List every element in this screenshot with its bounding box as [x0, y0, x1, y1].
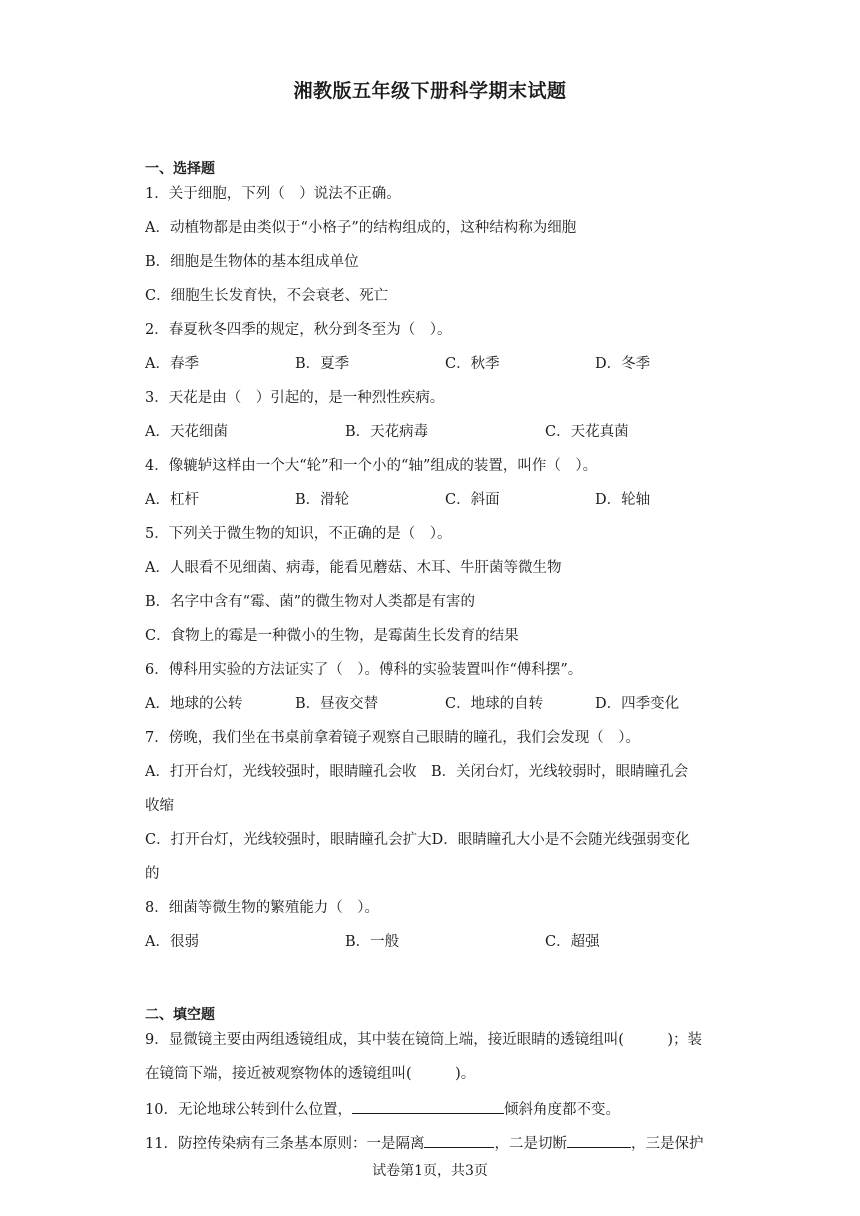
question-8-option-a: A．很弱	[145, 934, 199, 950]
question-5-option-a: A．人眼看不见细菌、病毒，能看见蘑菇、木耳、牛肝菌等微生物	[145, 560, 562, 576]
question-7-options-line-2: 收缩	[145, 798, 174, 814]
question-4-option-c: C．斜面	[445, 492, 500, 508]
page-footer: 试卷第1页，共3页	[372, 1163, 488, 1179]
question-11-text-1: 11．防控传染病有三条基本原则：一是隔离	[145, 1136, 425, 1152]
question-2-option-b: B．夏季	[295, 356, 350, 372]
question-11-text-3: ，三是保护	[630, 1136, 704, 1152]
question-4-stem: 4．像辘轳这样由一个大“轮”和一个小的“轴”组成的装置，叫作（ ）。	[145, 458, 598, 474]
question-10-text-before: 10．无论地球公转到什么位置，	[145, 1102, 352, 1118]
question-8-option-c: C．超强	[545, 934, 600, 950]
question-7-options-line-3: C．打开台灯，光线较强时，眼睛瞳孔会扩大D．眼睛瞳孔大小是不会随光线强弱变化	[145, 832, 690, 848]
question-7-options-line-1: A．打开台灯，光线较强时，眼睛瞳孔会收 B．关闭台灯，光线较弱时，眼睛瞳孔会	[145, 764, 689, 780]
section-heading-fill: 二、填空题	[145, 1007, 215, 1023]
question-2-option-c: C．秋季	[445, 356, 500, 372]
question-6-option-b: B．昼夜交替	[295, 696, 379, 712]
question-6-stem: 6．傅科用实验的方法证实了（ ）。傅科的实验装置叫作“傅科摆”。	[145, 662, 583, 678]
question-1-option-b: B．细胞是生物体的基本组成单位	[145, 254, 359, 270]
question-2-option-a: A．春季	[145, 356, 199, 372]
answer-blank[interactable]	[352, 1098, 504, 1114]
page-title: 湘教版五年级下册科学期末试题	[293, 80, 567, 102]
question-10-text-after: 倾斜角度都不变。	[503, 1102, 620, 1118]
question-4-option-b: B．滑轮	[295, 492, 350, 508]
question-10	[145, 1098, 725, 1120]
question-3-stem: 3．天花是由（ ）引起的，是一种烈性疾病。	[145, 390, 445, 406]
question-4-option-a: A．杠杆	[145, 492, 199, 508]
question-5-option-c: C．食物上的霉是一种微小的生物，是霉菌生长发育的结果	[145, 628, 519, 644]
question-3-option-b: B．天花病毒	[345, 424, 429, 440]
question-6-option-d: D．四季变化	[595, 696, 680, 712]
question-9-line-1: 9．显微镜主要由两组透镜组成，其中装在镜筒上端，接近眼睛的透镜组叫( )；装	[145, 1032, 703, 1048]
question-6-option-c: C．地球的自转	[445, 696, 544, 712]
question-9-line-2: 在镜筒下端，接近被观察物体的透镜组叫( )。	[145, 1066, 476, 1082]
question-3-option-c: C．天花真菌	[545, 424, 629, 440]
question-7-options-line-4: 的	[145, 866, 160, 882]
question-11	[145, 1132, 725, 1154]
question-3-option-a: A．天花细菌	[145, 424, 228, 440]
question-4-option-d: D．轮轴	[595, 492, 651, 508]
question-5-option-b: B．名字中含有“霉、菌”的微生物对人类都是有害的	[145, 594, 475, 610]
question-1-stem: 1．关于细胞，下列（ ）说法不正确。	[145, 186, 401, 202]
answer-blank[interactable]	[567, 1132, 631, 1148]
question-1-option-a: A．动植物都是由类似于“小格子”的结构组成的，这种结构称为细胞	[145, 220, 577, 236]
question-6-option-a: A．地球的公转	[145, 696, 243, 712]
question-7-stem: 7．傍晚，我们坐在书桌前拿着镜子观察自己眼睛的瞳孔，我们会发现（ ）。	[145, 730, 640, 746]
question-8-stem: 8．细菌等微生物的繁殖能力（ ）。	[145, 900, 379, 916]
answer-blank[interactable]	[424, 1132, 494, 1148]
question-5-stem: 5．下列关于微生物的知识，不正确的是（ ）。	[145, 526, 452, 542]
question-2-stem: 2．春夏秋冬四季的规定，秋分到冬至为（ ）。	[145, 322, 452, 338]
question-8-option-b: B．一般	[345, 934, 400, 950]
question-1-option-c: C．细胞生长发育快，不会衰老、死亡	[145, 288, 389, 304]
section-heading-choice: 一、选择题	[145, 161, 215, 177]
question-11-text-2: ，二是切断	[494, 1136, 567, 1152]
question-2-option-d: D．冬季	[595, 356, 651, 372]
